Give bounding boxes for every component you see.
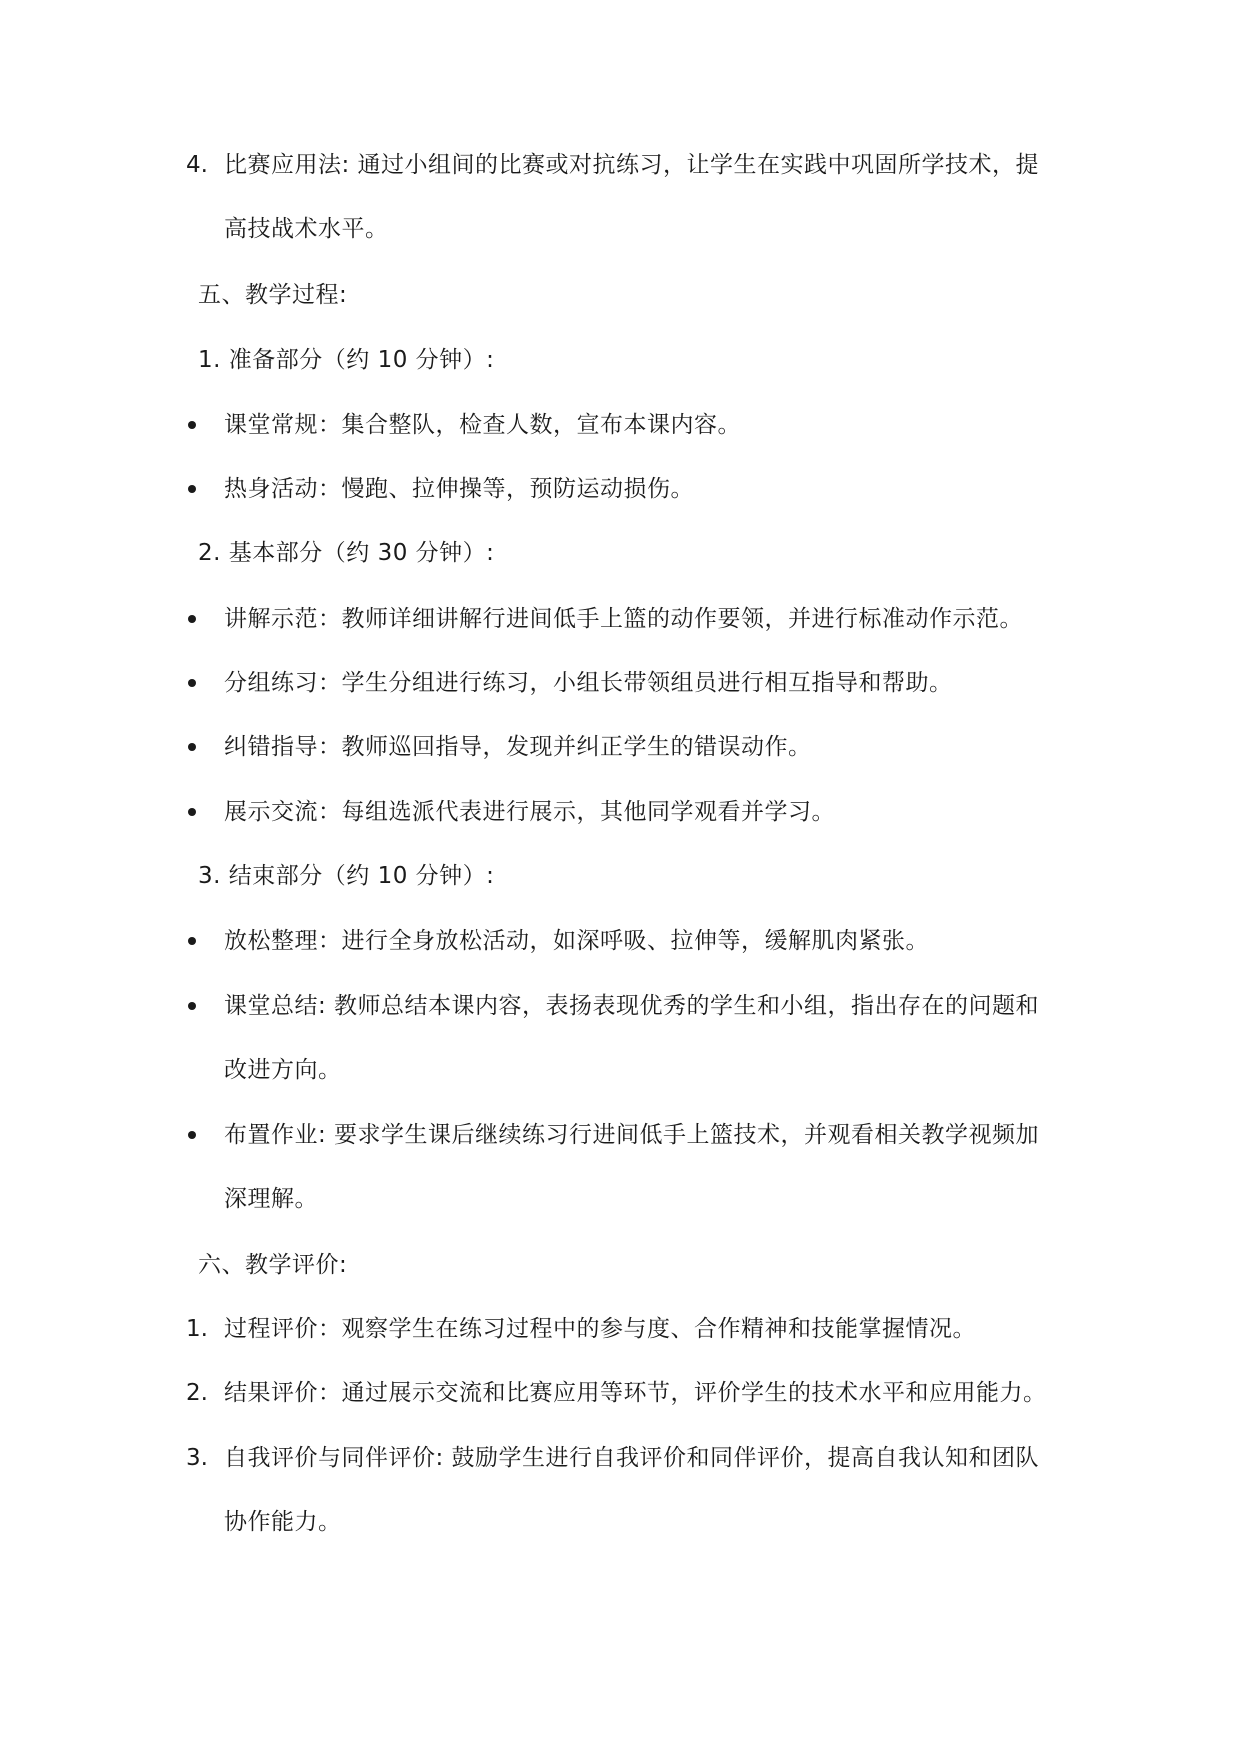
list-item-text-continued: 协作能力。 (224, 1509, 342, 1535)
list-item-text: 自我评价与同伴评价: 鼓励学生进行自我评价和同伴评价，提高自我认知和团队 (224, 1445, 1040, 1471)
bullet-item: 课堂常规：集合整队，检查人数，宣布本课内容。 (224, 412, 741, 438)
bullet-icon (188, 421, 196, 429)
list-number: 1. (186, 1316, 208, 1342)
bullet-item: 课堂总结: 教师总结本课内容，表扬表现优秀的学生和小组，指出存在的问题和 (224, 993, 1040, 1019)
list-number: 3. (186, 1445, 208, 1471)
subsection-heading: 1. 准备部分（约 10 分钟）: (198, 347, 495, 373)
subsection-heading: 3. 结束部分（约 10 分钟）: (198, 863, 495, 889)
bullet-icon (188, 1131, 196, 1139)
bullet-item: 讲解示范：教师详细讲解行进间低手上篮的动作要领，并进行标准动作示范。 (224, 606, 1023, 632)
section-heading: 五、教学过程: (198, 282, 348, 308)
list-number: 4. (186, 152, 208, 178)
bullet-icon (188, 679, 196, 687)
subsection-heading: 2. 基本部分（约 30 分钟）: (198, 540, 495, 566)
bullet-item: 热身活动：慢跑、拉伸操等，预防运动损伤。 (224, 476, 694, 502)
bullet-item: 放松整理：进行全身放松活动，如深呼吸、拉伸等，缓解肌肉紧张。 (224, 928, 929, 954)
list-number: 2. (186, 1380, 208, 1406)
bullet-item: 布置作业: 要求学生课后继续练习行进间低手上篮技术，并观看相关教学视频加 (224, 1122, 1040, 1148)
bullet-item: 纠错指导：教师巡回指导，发现并纠正学生的错误动作。 (224, 734, 812, 760)
bullet-item-continued: 改进方向。 (224, 1057, 342, 1083)
bullet-icon (188, 743, 196, 751)
bullet-icon (188, 485, 196, 493)
bullet-item: 分组练习：学生分组进行练习，小组长带领组员进行相互指导和帮助。 (224, 670, 953, 696)
bullet-item-continued: 深理解。 (224, 1186, 318, 1212)
bullet-icon (188, 937, 196, 945)
list-item-text: 过程评价：观察学生在练习过程中的参与度、合作精神和技能掌握情况。 (224, 1316, 976, 1342)
list-item-text: 结果评价：通过展示交流和比赛应用等环节，评价学生的技术水平和应用能力。 (224, 1380, 1047, 1406)
bullet-icon (188, 615, 196, 623)
section-heading: 六、教学评价: (198, 1252, 348, 1278)
bullet-item: 展示交流：每组选派代表进行展示，其他同学观看并学习。 (224, 799, 835, 825)
list-item-text: 比赛应用法: 通过小组间的比赛或对抗练习，让学生在实践中巩固所学技术，提 (224, 152, 1040, 178)
bullet-icon (188, 808, 196, 816)
bullet-icon (188, 1002, 196, 1010)
list-item-text-continued: 高技战术水平。 (224, 216, 389, 242)
